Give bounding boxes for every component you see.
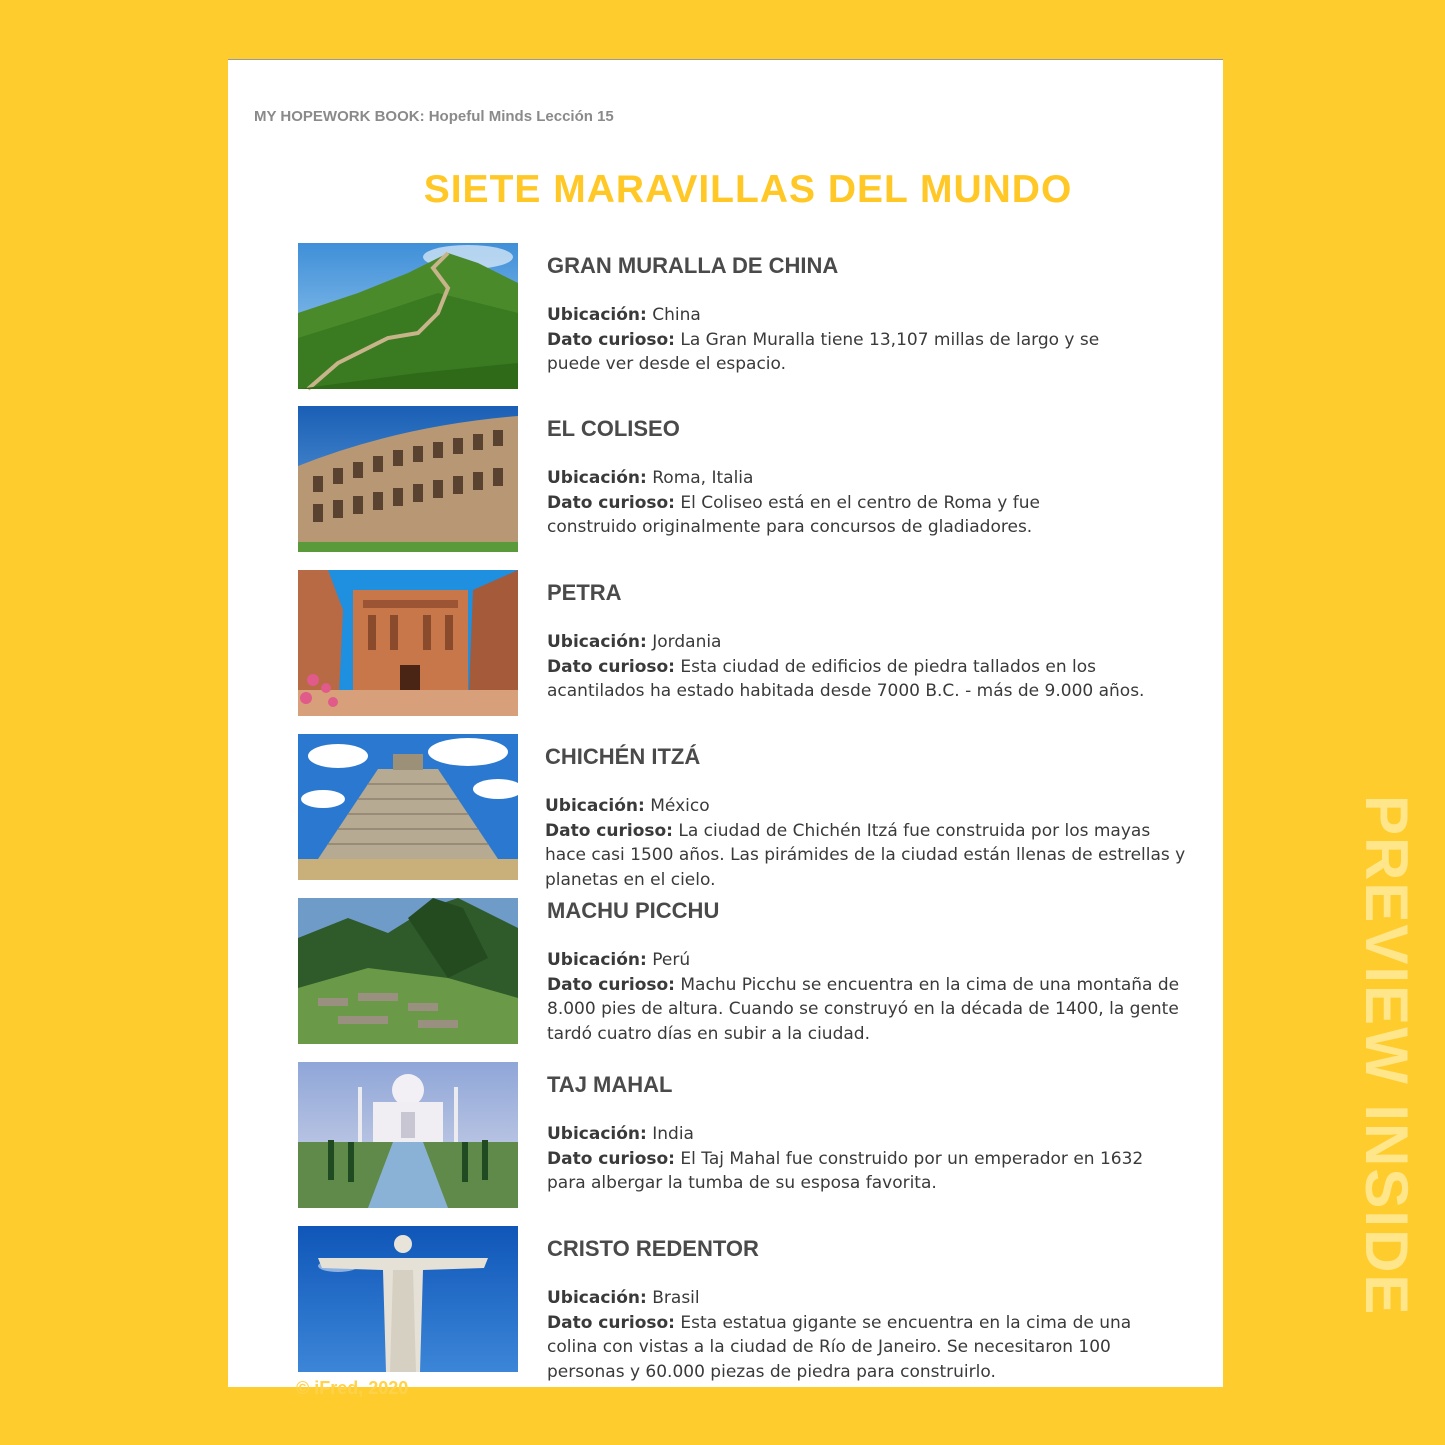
wonder-entry-petra	[298, 570, 1198, 716]
taj-mahal-photo	[298, 1062, 518, 1208]
page-header: MY HOPEWORK BOOK: Hopeful Minds Lección 15	[254, 108, 614, 125]
wonder-fact: Dato curioso: Machu Picchu se encuentra en la cima de una montaña de 8.000 pies de altura. Cuando se construyó en la década de 1400, la gente tardó cuatro días en subir a la ciudad.	[547, 974, 1180, 1044]
wonder-location: Ubicación: Brasil	[547, 1288, 700, 1308]
copyright-notice: © iFred, 2020	[296, 1378, 409, 1398]
wonder-location: Ubicación: Perú	[547, 950, 691, 970]
wonder-entry-christ-redeemer	[298, 1226, 1198, 1382]
wonder-fact: Dato curioso: Esta estatua gigante se encuentra en la cima de una colina con vistas a la ciudad de Río de Janeiro. Se necesitaron 100 personas y 60.000 piezas de piedra para construirlo.	[547, 1312, 1132, 1382]
wonder-name: CHICHÉN ITZÁ	[545, 744, 701, 769]
machu-picchu-photo	[298, 898, 518, 1044]
worksheet-page	[228, 59, 1223, 1398]
preview-watermark: PREVIEW INSIDE	[1353, 795, 1420, 1317]
wonder-entry-taj-mahal	[298, 1062, 1198, 1208]
wonder-name: TAJ MAHAL	[547, 1072, 673, 1097]
christ-redeemer-photo	[298, 1226, 518, 1372]
wonder-name: CRISTO REDENTOR	[547, 1236, 759, 1261]
wonder-entry-machu-picchu	[298, 898, 1198, 1044]
wonder-location: Ubicación: Roma, Italia	[547, 468, 754, 488]
great-wall-photo	[298, 243, 518, 389]
wonder-name: EL COLISEO	[547, 416, 680, 441]
wonder-entry-great-wall	[298, 243, 1198, 389]
wonder-location: Ubicación: México	[545, 796, 710, 816]
wonder-fact: Dato curioso: El Taj Mahal fue construido por un emperador en 1632 para albergar la tumba de su esposa favorita.	[547, 1148, 1144, 1193]
wonder-name: PETRA	[547, 580, 622, 605]
wonder-fact: Dato curioso: La Gran Muralla tiene 13,107 millas de largo y se puede ver desde el espacio.	[547, 329, 1100, 374]
wonder-name: MACHU PICCHU	[547, 898, 720, 923]
wonder-name: GRAN MURALLA DE CHINA	[547, 253, 839, 278]
wonder-location: Ubicación: India	[547, 1124, 694, 1144]
wonder-entry-chichen-itza	[298, 734, 1198, 890]
wonder-location: Ubicación: China	[547, 305, 701, 325]
wonder-fact: Dato curioso: El Coliseo está en el centro de Roma y fue construido originalmente para concursos de gladiadores.	[547, 492, 1040, 537]
chichen-itza-photo	[298, 734, 518, 880]
colosseum-photo	[298, 406, 518, 552]
petra-photo	[298, 570, 518, 716]
wonder-entry-colosseum	[298, 406, 1198, 552]
wonder-fact: Dato curioso: Esta ciudad de edificios de piedra tallados en los acantilados ha estado habitada desde 7000 B.C. - más de 9.000 años.	[547, 656, 1145, 701]
wonder-fact: Dato curioso: La ciudad de Chichén Itzá fue construida por los mayas hace casi 1500 años. Las pirámides de la ciudad están llenas de estrellas y planetas en el cielo.	[545, 820, 1186, 890]
wonder-location: Ubicación: Jordania	[547, 632, 722, 652]
page-title: SIETE MARAVILLAS DEL MUNDO	[423, 168, 1073, 211]
